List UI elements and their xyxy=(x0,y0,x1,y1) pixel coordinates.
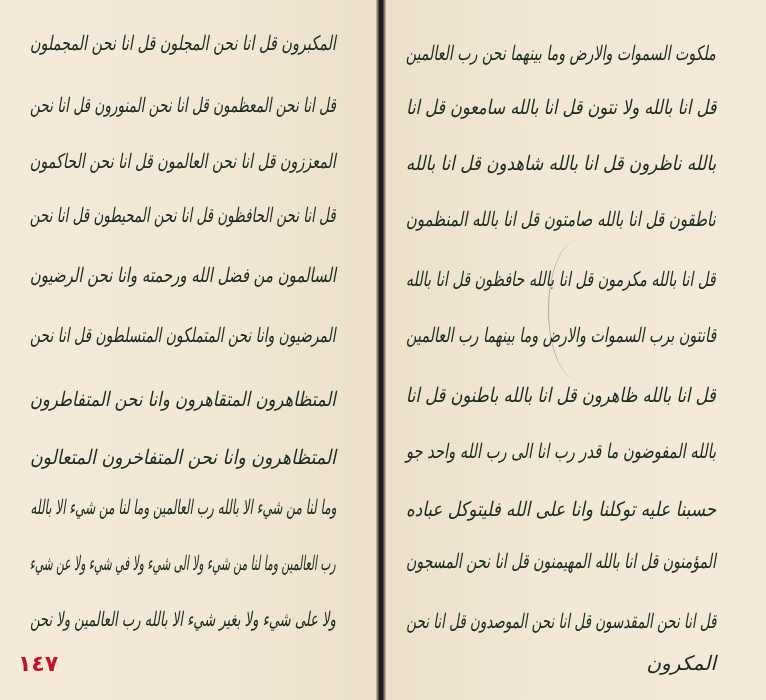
left-line-9: وما لنا من شيء الا بالله رب العالمين وما لنا من شيء الا بالله xyxy=(29,495,336,519)
left-line-11: ولا على شيء ولا بغير شيء الا بالله رب العالمين ولا نحن xyxy=(30,607,336,631)
page-number: ١٤٧ xyxy=(18,652,59,677)
pencil-trace-mark xyxy=(548,240,609,380)
right-line-7: قل انا بالله ظاهرون قل انا بالله باطنون قل انا xyxy=(406,383,716,407)
right-line-5: قل انا بالله مكرمون قل انا بالله حافظون قل انا بالله xyxy=(406,267,716,291)
right-line-1: ملكوت السموات والارض وما بينهما نحن رب العالمين xyxy=(406,41,716,65)
left-line-7: المتظاهرون المتقاهرون وانا نحن المتفاطرون xyxy=(29,387,336,411)
left-line-10: رب العالمين وما لنا من شيء ولا الى شيء ولا في شيء ولا عن شيء xyxy=(30,551,336,575)
right-line-10: المؤمنون قل انا بالله المهيمنون قل انا نحن المسجون xyxy=(406,549,716,573)
left-line-8: المتظاهرون وانا نحن المتفاخرون المتعالون xyxy=(29,445,336,469)
left-line-5: السالمون من فضل الله ورحمته وانا نحن الرضيون xyxy=(29,263,336,287)
book-gutter xyxy=(376,0,386,700)
left-line-6: المرضيون وانا نحن المتملكون المتسلطون قل انا نحن xyxy=(30,323,336,347)
left-line-1: المكبرون قل انا نحن المجلون قل انا نحن المجملون xyxy=(30,31,336,55)
right-line-4: ناطقون قل انا بالله صامتون قل انا بالله المنظمون xyxy=(406,207,716,231)
left-page xyxy=(0,0,376,700)
right-line-6: قانتون برب السموات والارض وما بينهما رب العالمين xyxy=(405,323,716,347)
left-line-4: قل انا نحن الحافظون قل انا نحن المحيطون قل انا نحن xyxy=(30,203,336,227)
left-line-3: المعززون قل انا نحن العالمون قل انا نحن الحاكمون xyxy=(29,149,336,173)
right-line-3: بالله ناظرون قل انا بالله شاهدون قل انا بالله xyxy=(405,151,716,175)
right-line-11: قل انا نحن المقدسون قل انا نحن الموصدون قل انا نحن xyxy=(405,609,716,633)
right-line-2: قل انا بالله ولا نتون قل انا بالله سامعون قل انا xyxy=(405,95,716,119)
left-line-2: قل انا نحن المعظمون قل انا نحن المنورون قل انا نحن xyxy=(30,93,336,117)
right-line-12: المكرون xyxy=(646,651,716,675)
right-line-9: حسبنا عليه توكلنا وانا على الله فليتوكل عباده xyxy=(405,497,716,521)
right-line-8: بالله المفوضون ما قدر رب انا الى رب الله واحد جو xyxy=(405,439,716,463)
